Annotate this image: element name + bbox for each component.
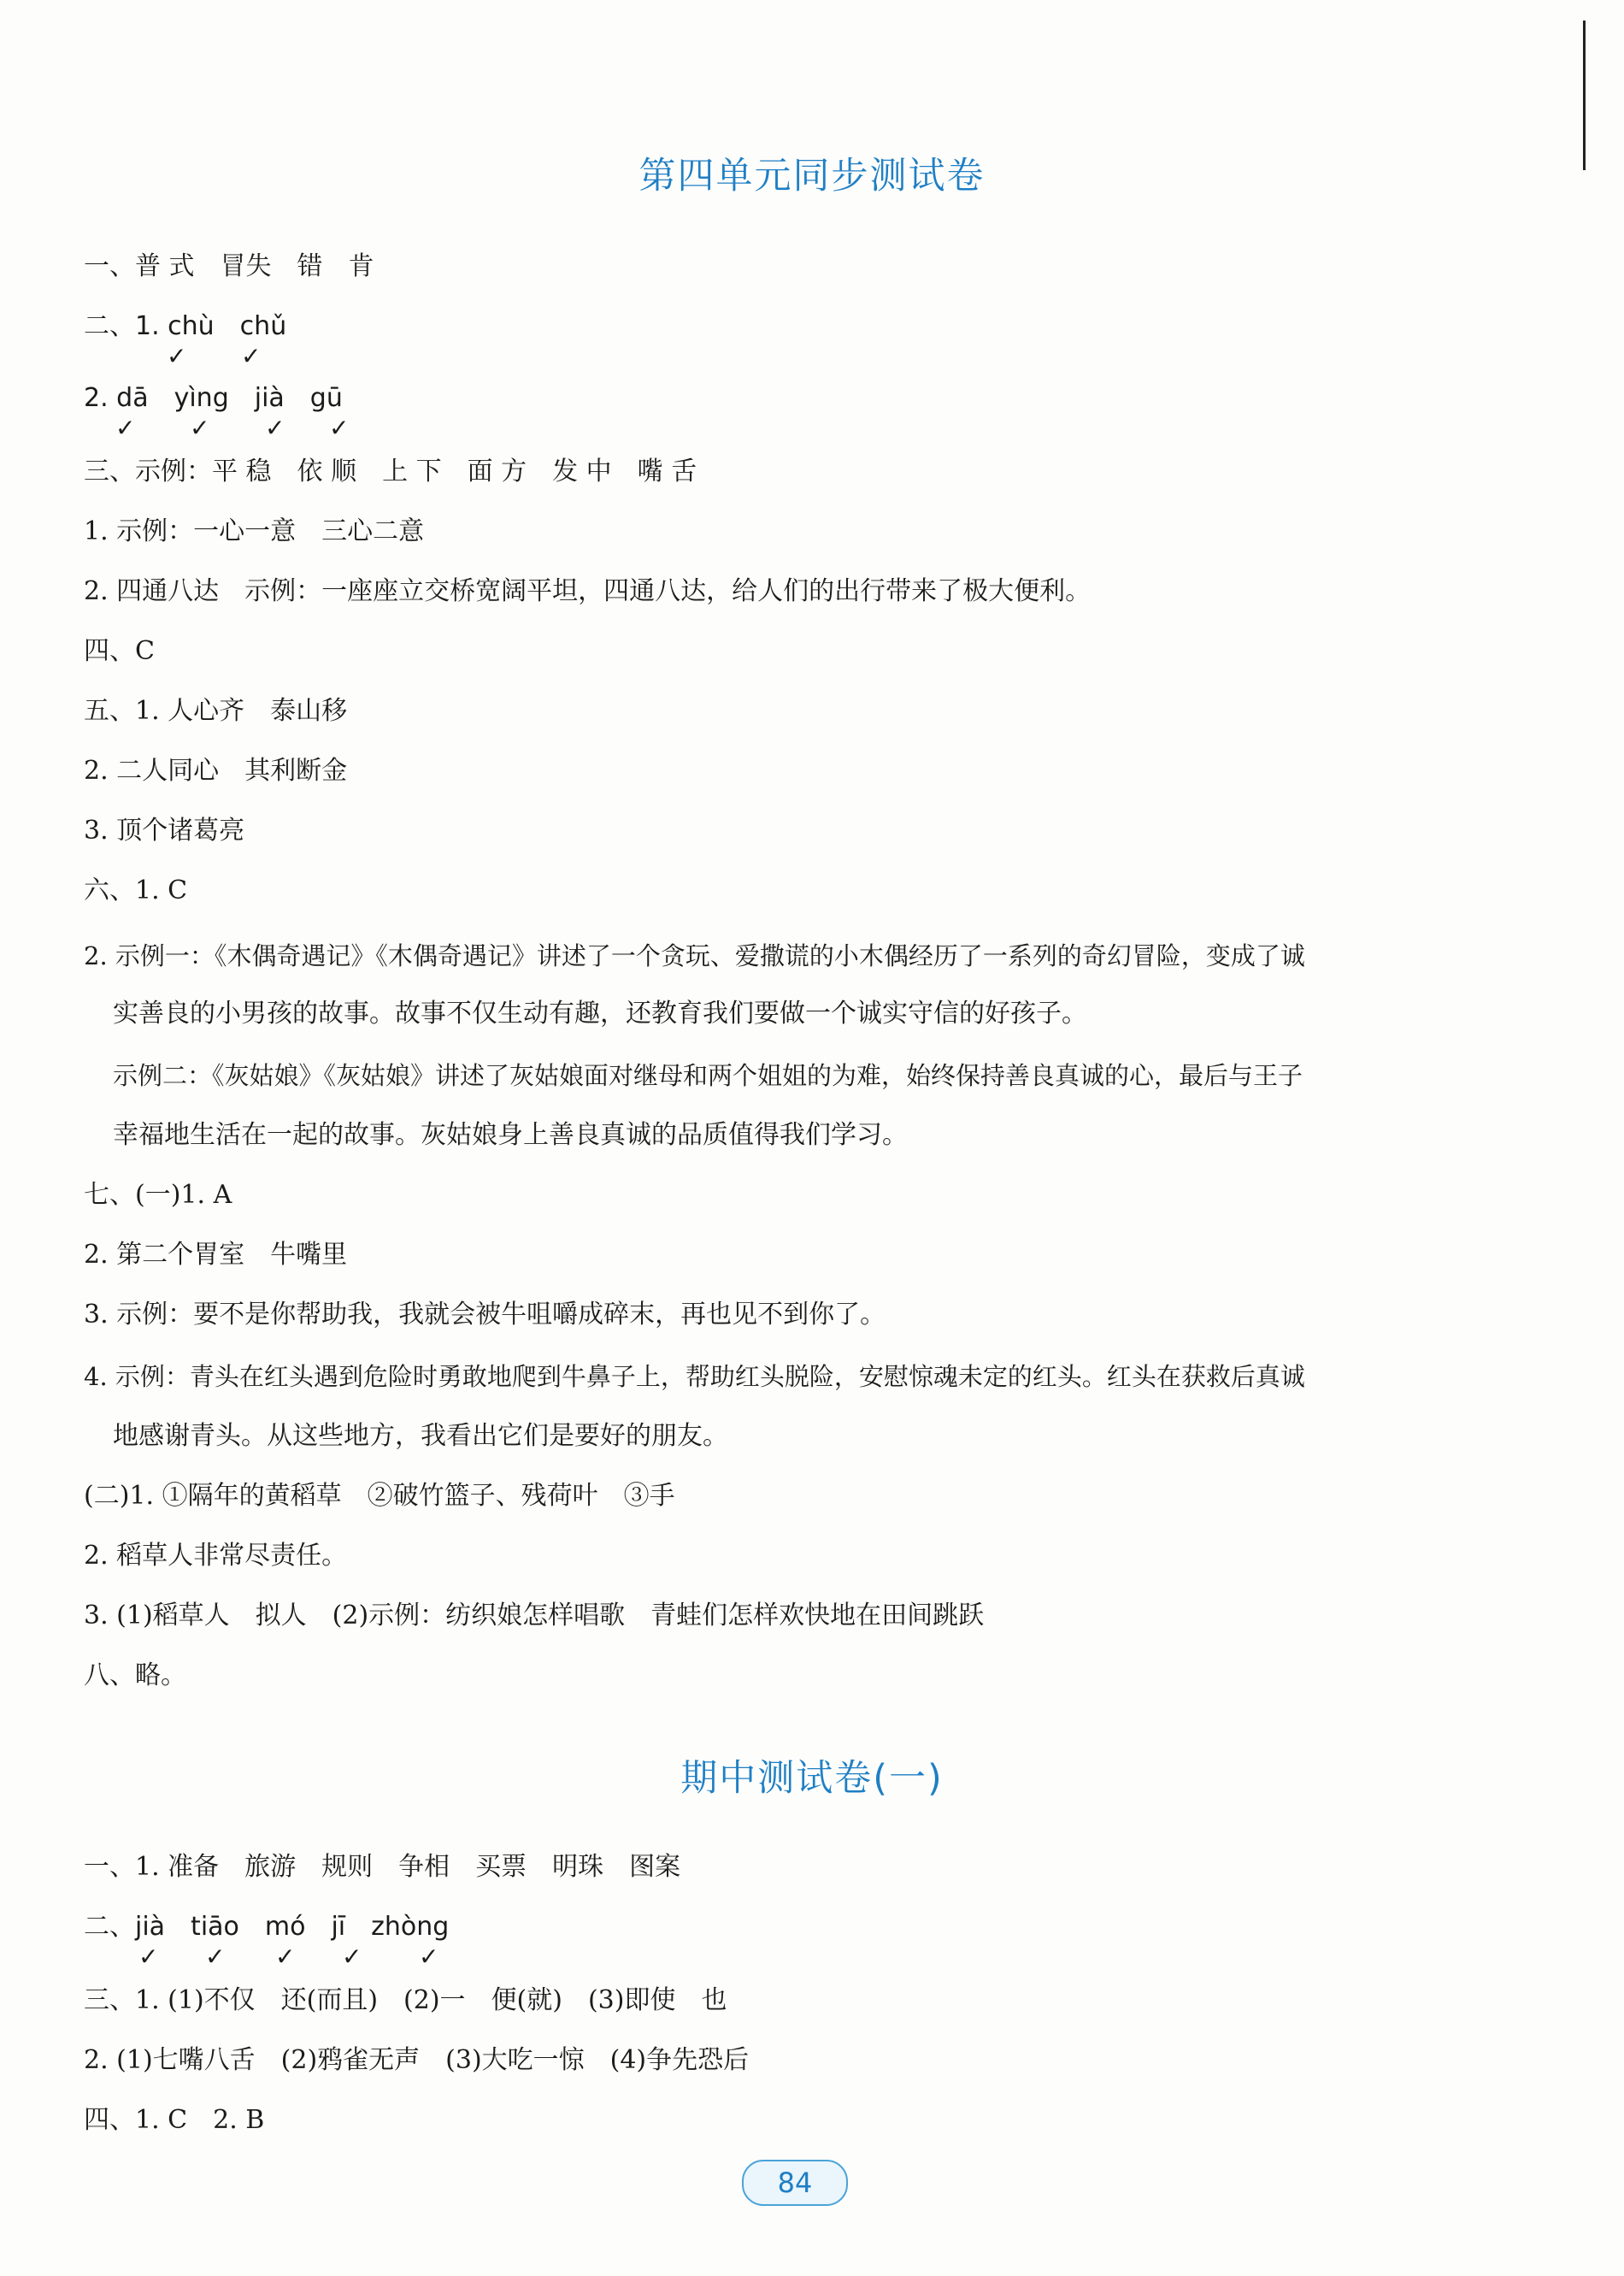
answer-line: 三、示例：平 稳 依 顺 上 下 面 方 发 中 嘴 舌 [84, 457, 697, 486]
answer-line: 二、1. chù chǔ [84, 311, 287, 341]
answer-line: (二)1. ①隔年的黄稻草 ②破竹篮子、残荷叶 ③手 [84, 1481, 675, 1511]
answer-line: 3. (1)稻草人 拟人 (2)示例：纺织娘怎样唱歌 青蛙们怎样欢快地在田间跳跃 [84, 1601, 985, 1630]
check-mark: ✓ [275, 1943, 296, 1971]
check-mark: ✓ [115, 414, 136, 442]
check-mark: ✓ [190, 414, 210, 442]
answer-line: 五、1. 人心齐 泰山移 [84, 696, 348, 726]
answer-line: 2. 示例一：《木偶奇遇记》《木偶奇遇记》讲述了一个贪玩、爱撒谎的小木偶经历了一系列的奇幻冒险，变成了诚 [84, 941, 1305, 970]
page-number: 84 [777, 2167, 813, 2199]
answer-line: 幸福地生活在一起的故事。灰姑娘身上善良真诚的品质值得我们学习。 [113, 1120, 908, 1150]
answer-line: 2. 四通八达 示例：一座座立交桥宽阔平坦，四通八达，给人们的出行带来了极大便利。 [84, 576, 1091, 606]
check-mark: ✓ [205, 1943, 226, 1971]
answer-line: 1. 示例：一心一意 三心二意 [84, 516, 425, 546]
answer-line: 3. 顶个诸葛亮 [84, 816, 245, 846]
check-mark: ✓ [419, 1943, 439, 1971]
answer-line: 七、(一)1. A [84, 1180, 232, 1210]
answer-line: 四、C [84, 636, 155, 666]
answer-line: 2. (1)七嘴八舌 (2)鸦雀无声 (3)大吃一惊 (4)争先恐后 [84, 2045, 750, 2075]
answer-line: 四、1. C 2. B [84, 2105, 265, 2135]
answer-line: 一、1. 准备 旅游 规则 争相 买票 明珠 图案 [84, 1852, 681, 1882]
answer-line: 三、1. (1)不仅 还(而且) (2)一 便(就) (3)即使 也 [84, 1985, 727, 2015]
check-mark: ✓ [241, 342, 262, 370]
answer-line: 六、1. C [84, 876, 188, 905]
answer-line: 2. dā yìng jià gū [84, 383, 343, 413]
answer-line: 3. 示例：要不是你帮助我，我就会被牛咀嚼成碎末，再也见不到你了。 [84, 1300, 886, 1330]
check-mark: ✓ [265, 414, 285, 442]
answer-line: 地感谢青头。从这些地方，我看出它们是要好的朋友。 [113, 1421, 728, 1451]
answer-line: 实善良的小男孩的故事。故事不仅生动有趣，还教育我们要做一个诚实守信的好孩子。 [113, 999, 1087, 1029]
page-number-badge [742, 2160, 848, 2206]
answer-line: 2. 二人同心 其利断金 [84, 756, 348, 786]
answer-line: 2. 稻草人非常尽责任。 [84, 1541, 348, 1571]
answer-line: 八、略。 [84, 1660, 186, 1690]
section-title-unit4: 第四单元同步测试卷 [638, 155, 986, 198]
answer-line: 2. 第二个胃室 牛嘴里 [84, 1240, 348, 1270]
answer-line: 二、jià tiāo mó jī zhòng [84, 1912, 450, 1942]
answer-line: 一、普 式 冒失 错 肯 [84, 251, 374, 281]
answer-line: 示例二：《灰姑娘》《灰姑娘》讲述了灰姑娘面对继母和两个姐姐的为难，始终保持善良真诚的心，最后与王子 [113, 1061, 1303, 1090]
check-mark: ✓ [138, 1943, 159, 1971]
check-mark: ✓ [329, 414, 350, 442]
check-mark: ✓ [342, 1943, 362, 1971]
answer-line: 4. 示例：青头在红头遇到危险时勇敢地爬到牛鼻子上，帮助红头脱险，安慰惊魂未定的红头。红头在获救后真诚 [84, 1362, 1305, 1391]
section-title-midterm: 期中测试卷(一) [680, 1757, 944, 1800]
check-mark: ✓ [167, 342, 187, 370]
